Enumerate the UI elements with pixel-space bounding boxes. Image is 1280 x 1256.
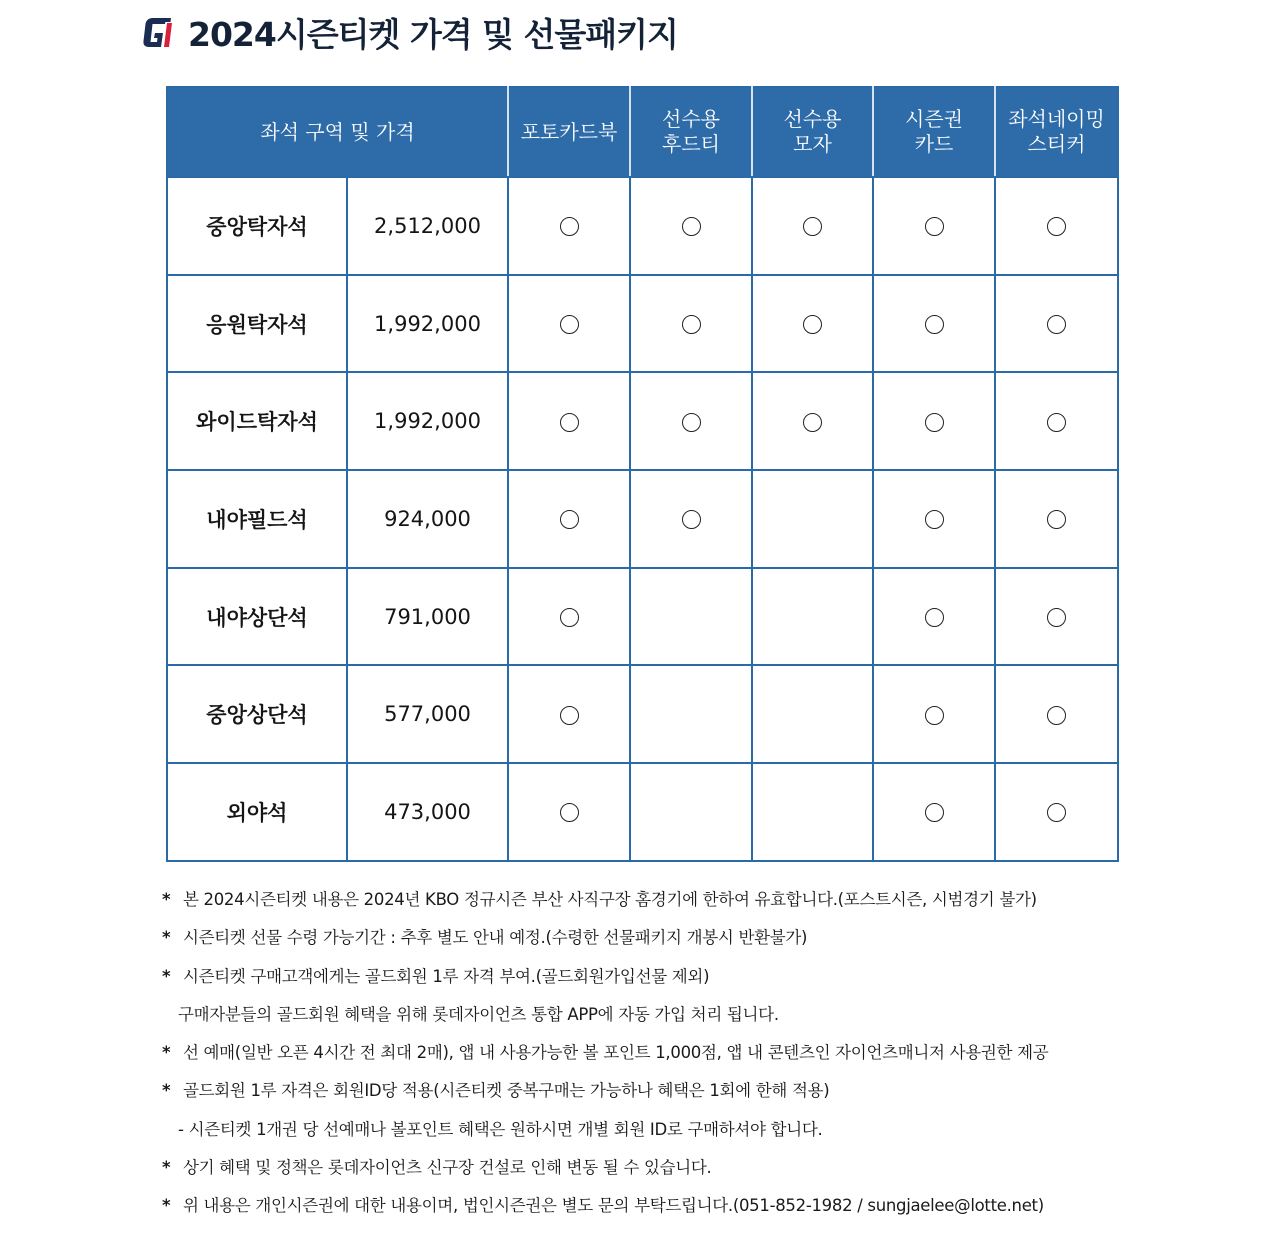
seat-name-cell: 외야석 [167,763,347,861]
table-body [167,177,1118,861]
note-item [162,961,1162,999]
circle-icon [682,413,701,432]
col-header-hoodie [630,87,752,177]
col-header-hoodie-line1: 선수용 [662,107,720,131]
circle-icon [925,803,944,822]
note-item [162,1190,1162,1228]
cap-cell [752,372,873,470]
note-text: 선 예매(일반 오픈 4시간 전 최대 2매), 앱 내 사용가능한 볼 포인트 1,000점, 앱 내 콘텐츠인 자이언츠매니저 사용권한 제공 [178,1043,1049,1063]
circle-icon [560,803,579,822]
note-bullet: * [162,1043,171,1063]
card-cell [873,763,995,861]
col-header-sticker [995,87,1118,177]
note-bullet: * [162,1196,171,1216]
circle-icon [925,217,944,236]
circle-icon [682,217,701,236]
circle-icon [1047,706,1066,725]
col-header-hoodie-line2: 후드티 [662,132,720,156]
note-text: 시즌티켓 구매고객에게는 골드회원 1루 자격 부여.(골드회원가입선물 제외) [178,966,710,986]
col-header-cap-line2: 모자 [793,132,832,156]
hoodie-cell [630,470,752,568]
note-item [162,1075,1162,1113]
circle-icon [1047,803,1066,822]
circle-icon [682,510,701,529]
circle-icon [560,706,579,725]
cap-cell [752,568,873,666]
seat-name-cell: 내야필드석 [167,470,347,568]
seat-name-cell: 응원탁자석 [167,275,347,373]
col-header-cap [752,87,873,177]
seat-price-cell: 1,992,000 [347,372,508,470]
circle-icon [560,217,579,236]
table-row [167,470,1118,568]
note-text: 골드회원 1루 자격은 회원ID당 적용(시즌티켓 중복구매는 가능하나 혜택은 1회에 한해 적용) [178,1081,830,1101]
table-row [167,275,1118,373]
photocard-cell [508,568,630,666]
col-header-cap-line1: 선수용 [783,107,842,131]
sticker-cell [995,470,1118,568]
circle-icon [560,510,579,529]
table-row [167,763,1118,861]
note-item [162,922,1162,960]
page-title: 2024시즌티켓 가격 및 선물패키지 [188,14,678,54]
note-bullet: * [162,890,171,909]
seat-price-cell: 1,992,000 [347,275,508,373]
circle-icon [925,510,944,529]
cap-cell [752,275,873,373]
hoodie-cell [630,372,752,470]
table-row [167,372,1118,470]
seat-price-cell: 577,000 [347,665,508,763]
photocard-cell [508,177,630,275]
col-header-sticker-line1: 좌석네이밍 [1008,107,1105,131]
sticker-cell [995,177,1118,275]
seat-name-cell: 중앙탁자석 [167,177,347,275]
note-item [162,1114,1162,1152]
note-item [162,1152,1162,1190]
sticker-cell [995,275,1118,373]
photocard-cell [508,372,630,470]
price-table [166,86,1119,862]
circle-icon [1047,413,1066,432]
cap-cell [752,763,873,861]
card-cell [873,665,995,763]
circle-icon [1047,217,1066,236]
note-text: 위 내용은 개인시즌권에 대한 내용이며, 법인시즌권은 별도 문의 부탁드립니다.(051-852-1982 / sungjaelee@lotte.net) [178,1196,1044,1216]
table-row [167,177,1118,275]
header [142,8,678,56]
col-header-card-line2: 카드 [914,132,954,156]
note-bullet: * [162,966,171,986]
circle-icon [560,413,579,432]
circle-icon [1047,315,1066,334]
circle-icon [1047,510,1066,529]
note-item [162,884,1162,922]
seat-name-cell: 중앙상단석 [167,665,347,763]
circle-icon [925,315,944,334]
sticker-cell [995,665,1118,763]
cap-cell [752,665,873,763]
note-text: - 시즌티켓 1개권 당 선예매나 볼포인트 혜택은 원하시면 개별 회원 ID로 구매하셔야 합니다. [178,1119,823,1139]
photocard-cell [508,665,630,763]
cap-cell [752,177,873,275]
note-bullet: * [162,1081,171,1101]
note-bullet: * [162,1158,171,1178]
note-text: 본 2024시즌티켓 내용은 2024년 KBO 정규시즌 부산 사직구장 홈경기에 한하여 유효합니다.(포스트시즌, 시범경기 불가) [178,890,1037,909]
sticker-cell [995,763,1118,861]
circle-icon [560,315,579,334]
photocard-cell [508,275,630,373]
note-bullet: * [162,928,171,948]
hoodie-cell [630,763,752,861]
card-cell [873,372,995,470]
seat-price-cell: 473,000 [347,763,508,861]
seat-name-cell: 와이드탁자석 [167,372,347,470]
note-text: 구매자분들의 골드회원 혜택을 위해 롯데자이언츠 통합 APP에 자동 가입 처리 됩니다. [178,1004,779,1024]
col-header-card-line1: 시즌권 [905,107,963,131]
sticker-cell [995,568,1118,666]
hoodie-cell [630,568,752,666]
cap-cell [752,470,873,568]
table-row [167,665,1118,763]
circle-icon [803,413,822,432]
note-text: 시즌티켓 선물 수령 가능기간 : 추후 별도 안내 예정.(수령한 선물패키지 개봉시 반환불가) [178,928,808,948]
table-row [167,568,1118,666]
hoodie-cell [630,177,752,275]
circle-icon [803,315,822,334]
circle-icon [1047,608,1066,627]
circle-icon [925,413,944,432]
circle-icon [560,608,579,627]
card-cell [873,470,995,568]
hoodie-cell [630,665,752,763]
col-header-photocard: 포토카드북 [508,87,630,177]
table-header-row [167,87,1118,177]
circle-icon [925,706,944,725]
hoodie-cell [630,275,752,373]
note-item [162,999,1162,1037]
card-cell [873,275,995,373]
card-cell [873,568,995,666]
seat-price-cell: 2,512,000 [347,177,508,275]
photocard-cell [508,470,630,568]
circle-icon [682,315,701,334]
notes-list [162,884,1162,1229]
seat-name-cell: 내야상단석 [167,568,347,666]
sticker-cell [995,372,1118,470]
seat-price-cell: 924,000 [347,470,508,568]
col-header-sticker-line2: 스티커 [1027,132,1086,156]
photocard-cell [508,763,630,861]
note-item [162,1037,1162,1075]
col-header-card [873,87,995,177]
col-header-seat: 좌석 구역 및 가격 [167,87,508,177]
seat-price-cell: 791,000 [347,568,508,666]
note-text: 상기 혜택 및 정책은 롯데자이언츠 신구장 건설로 인해 변동 될 수 있습니다. [178,1158,712,1178]
circle-icon [803,217,822,236]
card-cell [873,177,995,275]
circle-icon [925,608,944,627]
giants-g-logo-icon [142,15,174,49]
